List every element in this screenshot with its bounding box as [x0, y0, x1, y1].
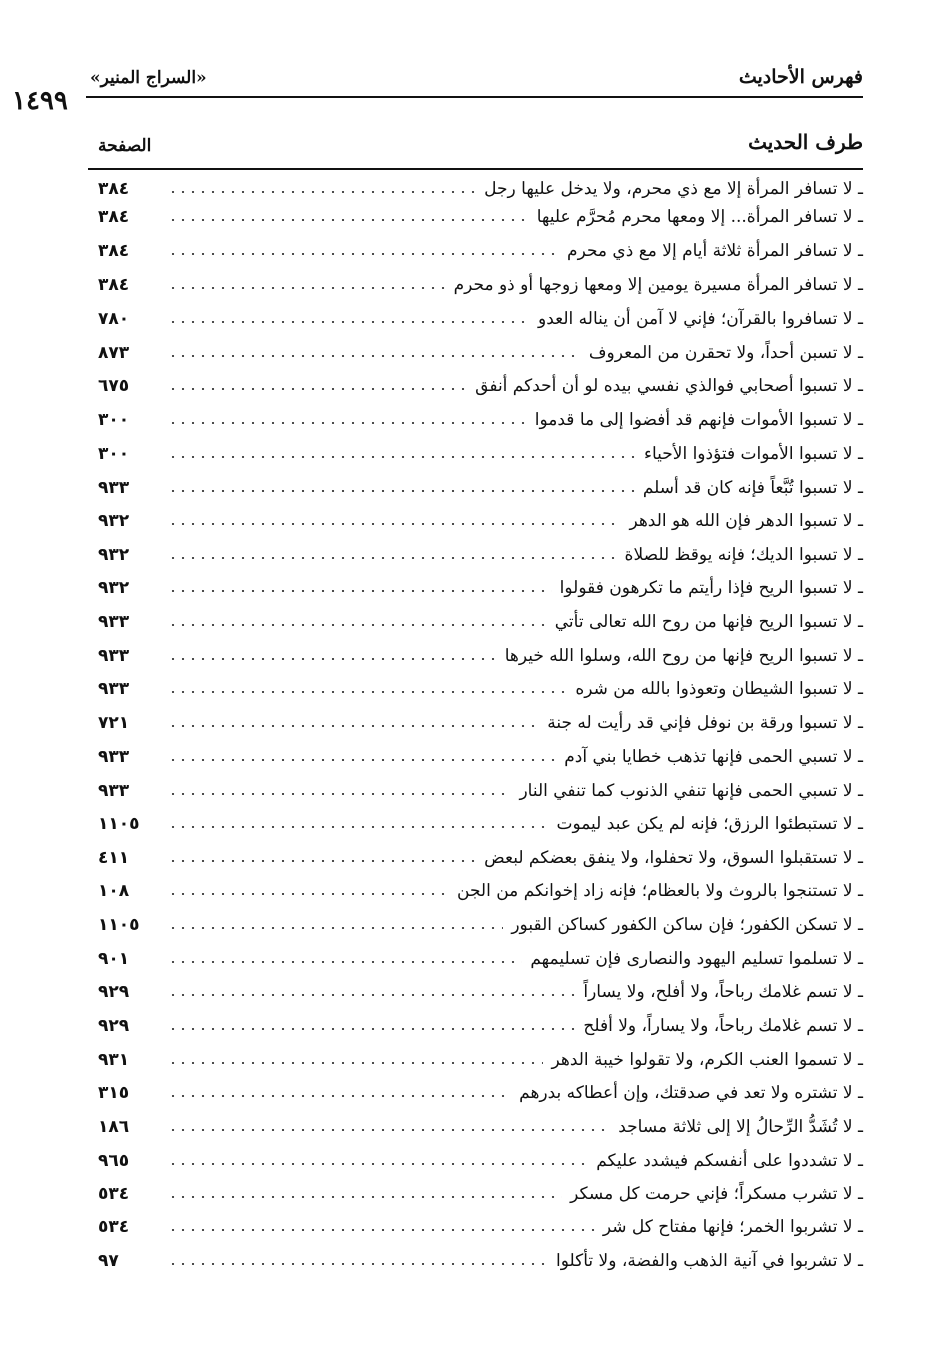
leader-dots [168, 793, 511, 795]
entry-page: ٩٠١ [98, 949, 130, 969]
entry-text: ـ لا تسم غلامك رباحاً، ولا أفلح، ولا يساراً [583, 982, 863, 1002]
index-entry [98, 1247, 863, 1275]
entry-page: ٥٣٤ [98, 1217, 130, 1237]
index-entry [98, 203, 863, 231]
leader-dots [168, 253, 559, 255]
entry-page: ٣٠٠ [98, 410, 130, 430]
hadith-column-header: طرف الحديث [748, 130, 863, 154]
leader-dots [168, 422, 527, 424]
entry-page: ٩٢٩ [98, 982, 130, 1002]
entry-text: ـ لا تسكن الكفور؛ فإن ساكن الكفور كساكن القبور [511, 915, 863, 935]
leader-dots [168, 860, 476, 862]
entry-text: ـ لا تسافر المرأة... إلا ومعها محرم مُحرَّم عليها [536, 207, 863, 227]
entry-text: ـ لا تسم غلامك رباحاً، ولا يساراً، ولا أفلح [583, 1016, 863, 1036]
index-entry [98, 978, 863, 1006]
index-entry [98, 877, 863, 905]
leader-dots [168, 355, 581, 357]
entry-page: ٩٣٢ [98, 511, 130, 531]
entry-page: ٧٨٠ [98, 309, 130, 329]
entry-text: ـ لا تستنجوا بالروث ولا بالعظام؛ فإنه زاد إخوانكم من الجن [457, 881, 863, 901]
leader-dots [168, 1095, 511, 1097]
leader-dots [168, 490, 635, 492]
entry-page: ٥٣٤ [98, 1184, 130, 1204]
leader-dots [168, 557, 617, 559]
entry-text: ـ لا تسبي الحمى فإنها تذهب خطايا بني آدم [564, 747, 863, 767]
entry-text: ـ لا تسافروا بالقرآن؛ فإني لا آمن أن يناله العدو [538, 309, 863, 329]
leader-dots [168, 321, 530, 323]
entry-page: ١٠٨ [98, 881, 130, 901]
entry-page: ٩٣٣ [98, 747, 130, 767]
entry-text: ـ لا تشربوا الخمر؛ فإنها مفتاح كل شر [602, 1217, 863, 1237]
leader-dots [168, 191, 476, 193]
index-entry [98, 777, 863, 805]
index-entry [98, 1012, 863, 1040]
entry-text: ـ لا تسبوا الأموات فإنهم قد أفضوا إلى ما قدموا [534, 410, 863, 430]
entry-text: ـ لا تسبوا الدهر فإن الله هو الدهر [629, 511, 863, 531]
entry-text: ـ لا تسلموا تسليم اليهود والنصارى فإن تسليمهم [530, 949, 863, 969]
index-entry [98, 709, 863, 737]
index-entry [98, 642, 863, 670]
entry-page: ٩٣٢ [98, 578, 130, 598]
index-entry [98, 237, 863, 265]
entry-text: ـ لا تسافر المرأة ثلاثة أيام إلا مع ذي محرم [567, 241, 863, 261]
entry-text: ـ لا تسبوا الريح فإنها من روح الله، وسلوا الله خيرها [504, 646, 863, 666]
leader-dots [168, 1163, 588, 1165]
index-entry [98, 743, 863, 771]
index-entry [98, 911, 863, 939]
leader-dots [168, 1229, 595, 1231]
leader-dots [168, 287, 446, 289]
index-entry [98, 608, 863, 636]
entry-text: ـ لا تشتره ولا تعد في صدقتك، وإن أعطاكه بدرهم [519, 1083, 863, 1103]
leader-dots [168, 388, 467, 390]
leader-dots [168, 759, 556, 761]
leader-dots [168, 1263, 548, 1265]
entry-text: ـ لا تسبوا تُبَّعاً فإنه كان قد أسلم [642, 478, 863, 498]
index-entry [98, 406, 863, 434]
leader-dots [168, 826, 548, 828]
index-entry [98, 440, 863, 468]
entry-text: ـ لا تشرب مسكراً؛ فإني حرمت كل مسكر [570, 1184, 863, 1204]
index-entry [98, 541, 863, 569]
index-entry [98, 1113, 863, 1141]
leader-dots [168, 994, 575, 996]
leader-dots [168, 893, 449, 895]
leader-dots [168, 590, 552, 592]
entry-page: ٩٣٣ [98, 478, 130, 498]
index-entry [98, 305, 863, 333]
index-entry [98, 1180, 863, 1208]
leader-dots [168, 1028, 575, 1030]
entry-text: ـ لا تسبوا ورقة بن نوفل فإني قد رأيت له جنة [547, 713, 863, 733]
leader-dots [168, 219, 529, 221]
entry-text: ـ لا تسبوا الريح فإنها من روح الله تعالى تأتي [554, 612, 863, 632]
entry-text: ـ لا تستبطئوا الرزق؛ فإنه لم يكن عبد ليموت [556, 814, 863, 834]
leader-dots [168, 725, 539, 727]
entry-text: ـ لا تسبوا الريح فإذا رأيتم ما تكرهون فقولوا [559, 578, 863, 598]
index-entry [98, 810, 863, 838]
leader-dots [168, 927, 503, 929]
entry-text: ـ لا تسبوا الديك؛ فإنه يوقظ للصلاة [624, 545, 863, 565]
index-entry [98, 507, 863, 535]
index-entry [98, 844, 863, 872]
entry-page: ٤١١ [98, 848, 130, 868]
entry-text: ـ لا تسبوا الشيطان وتعوذوا بالله من شره [575, 679, 863, 699]
index-entry [98, 175, 863, 203]
index-entry [98, 1213, 863, 1241]
entry-text: ـ لا تسافر المرأة مسيرة يومين إلا ومعها زوجها أو ذو محرم [453, 275, 863, 295]
leader-dots [168, 658, 497, 660]
entry-page: ٩٣٢ [98, 545, 130, 565]
entry-text: ـ لا تستقبلوا السوق، ولا تحفلوا، ولا ينفق بعضكم لبعض [484, 848, 863, 868]
entry-page: ٣٨٤ [98, 179, 130, 199]
entry-page: ٩٣٣ [98, 612, 130, 632]
index-entry [98, 1147, 863, 1175]
entry-text: ـ لا تشددوا على أنفسكم فيشدد عليكم [596, 1151, 863, 1171]
leader-dots [168, 691, 567, 693]
entry-page: ٩٣١ [98, 1050, 130, 1070]
entry-text: ـ لا تسبوا الأموات فتؤذوا الأحياء [643, 444, 863, 464]
entry-page: ٧٢١ [98, 713, 130, 733]
book-title: «السراج المنير» [90, 68, 207, 88]
entry-text: ـ لا تسبوا أصحابي فوالذي نفسي بيده لو أن أحدكم أنفق [475, 376, 863, 396]
entry-page: ٩٣٣ [98, 646, 130, 666]
index-entry [98, 474, 863, 502]
entry-text: ـ لا تسموا العنب الكرم، ولا تقولوا خيبة الدهر [551, 1050, 863, 1070]
entry-page: ٩٣٣ [98, 679, 130, 699]
index-entry [98, 372, 863, 400]
entry-text: ـ لا تُشَدُّ الرِّحالُ إلا إلى ثلاثة مساجد [618, 1117, 863, 1137]
entry-page: ١٨٦ [98, 1117, 130, 1137]
index-entry [98, 271, 863, 299]
index-entry [98, 339, 863, 367]
index-entry [98, 1046, 863, 1074]
index-entry [98, 675, 863, 703]
entry-page: ٩٧ [98, 1251, 119, 1271]
entry-text: ـ لا تسبن أحداً، ولا تحقرن من المعروف [588, 343, 863, 363]
entry-page: ١١٠٥ [98, 915, 140, 935]
entry-page: ٩٦٥ [98, 1151, 130, 1171]
entry-page: ٣٨٤ [98, 207, 130, 227]
entry-page: ١١٠٥ [98, 814, 140, 834]
entry-page: ٩٢٩ [98, 1016, 130, 1036]
page-number: ١٤٩٩ [12, 86, 68, 116]
entry-page: ٣٨٤ [98, 275, 130, 295]
index-entry [98, 1079, 863, 1107]
leader-dots [168, 456, 636, 458]
leader-dots [168, 1129, 610, 1131]
leader-dots [168, 1062, 543, 1064]
entry-page: ٣٠٠ [98, 444, 130, 464]
entry-page: ٨٧٣ [98, 343, 130, 363]
leader-dots [168, 523, 621, 525]
index-entry [98, 574, 863, 602]
entry-page: ٣١٥ [98, 1083, 130, 1103]
running-title: فهرس الأحاديث [738, 66, 863, 88]
index-entry [98, 945, 863, 973]
leader-dots [168, 961, 522, 963]
entry-text: ـ لا تشربوا في آنية الذهب والفضة، ولا تأكلوا [556, 1251, 863, 1271]
leader-dots [168, 624, 547, 626]
entry-page: ٦٧٥ [98, 376, 130, 396]
entry-page: ٣٨٤ [98, 241, 130, 261]
entry-text: ـ لا تسافر المرأة إلا مع ذي محرم، ولا يدخل عليها رجل [484, 179, 863, 199]
page-column-header: الصفحة [98, 136, 152, 156]
leader-dots [168, 1196, 562, 1198]
entry-text: ـ لا تسبي الحمى فإنها تنفي الذنوب كما تنفي النار [519, 781, 863, 801]
entry-page: ٩٣٣ [98, 781, 130, 801]
